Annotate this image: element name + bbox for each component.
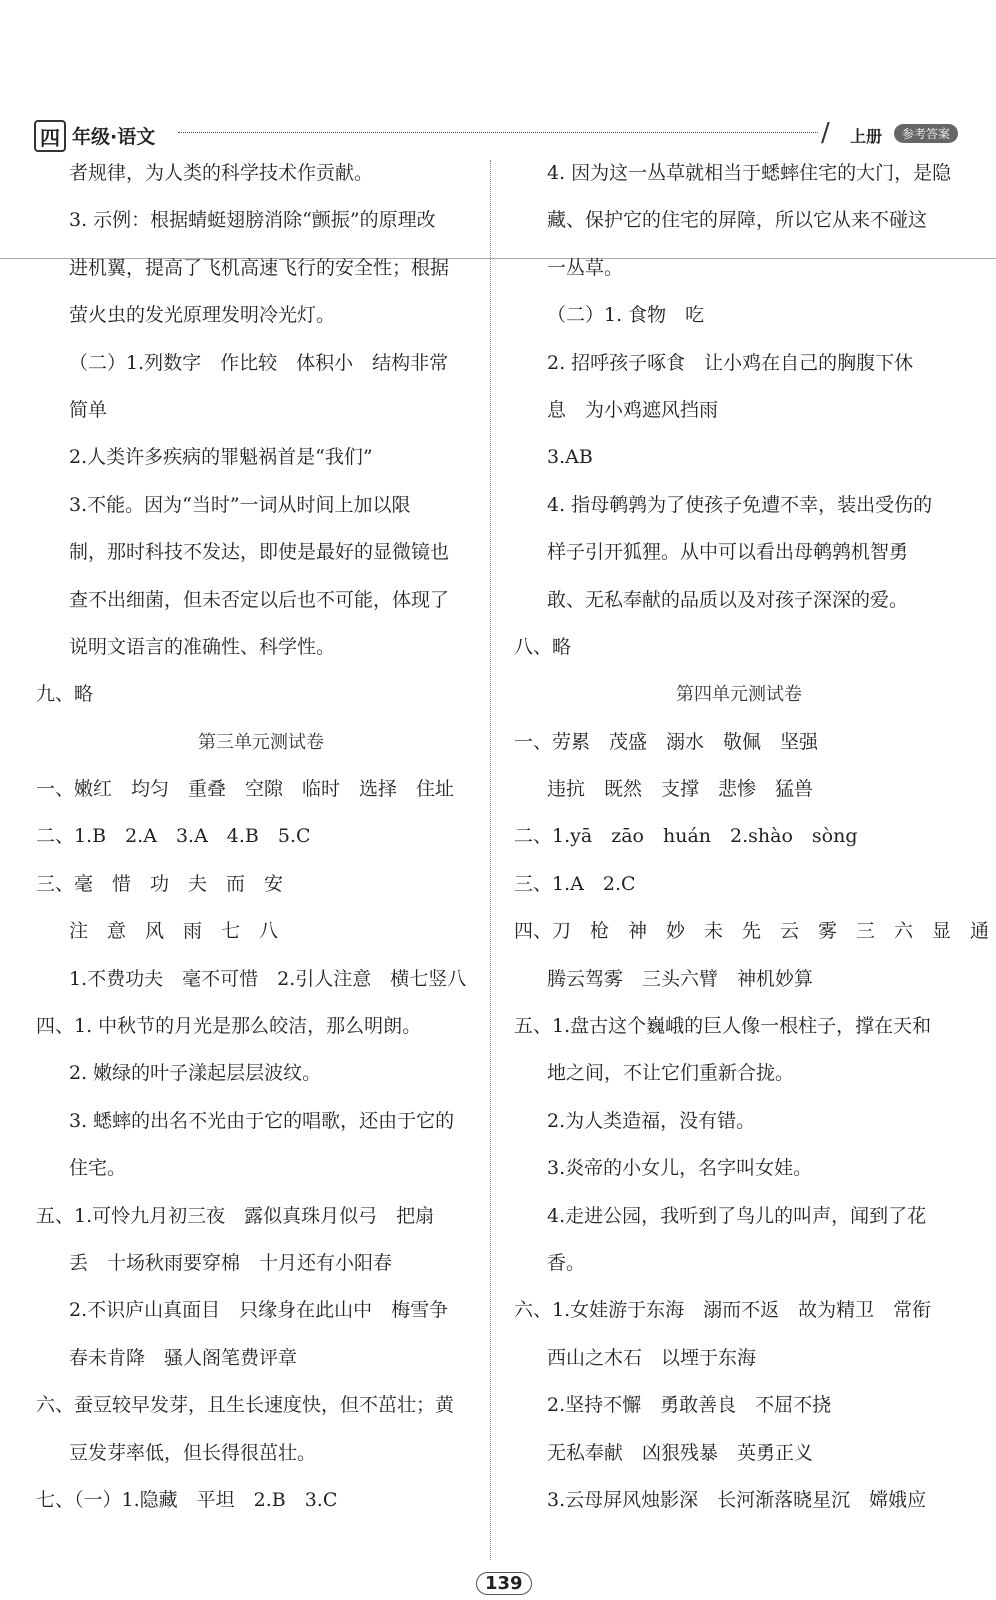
answer-line: 一、劳累 茂盛 溺水 敬佩 坚强 xyxy=(514,730,819,753)
answer-line: 2.人类许多疾病的罪魁祸首是“我们” xyxy=(69,446,373,469)
answer-line: 2.不识庐山真面目 只缘身在此山中 梅雪争 xyxy=(69,1299,449,1322)
answer-line: 藏、保护它的住宅的屏障，所以它从来不碰这 xyxy=(547,209,928,232)
answer-line: 3.AB xyxy=(547,446,593,469)
answer-line: 进机翼，提高了飞机高速飞行的安全性；根据 xyxy=(69,256,450,279)
answer-line: 六、1.女娃游于东海 溺而不返 故为精卫 常衔 xyxy=(514,1299,932,1322)
answer-line: 违抗 既然 支撑 悲惨 猛兽 xyxy=(547,778,814,801)
answer-line: 春未肯降 骚人阁笔费评章 xyxy=(69,1346,298,1369)
answer-line: 查不出细菌，但未否定以后也不可能，体现了 xyxy=(69,588,450,611)
answer-line: 3. 蟋蟀的出名不光由于它的唱歌，还由于它的 xyxy=(69,1109,455,1132)
grade-badge: 四 xyxy=(34,120,66,152)
volume-label: 上册 xyxy=(850,127,883,146)
answer-line: 一、嫩红 均匀 重叠 空隙 临时 选择 住址 xyxy=(36,778,455,801)
answer-line: 3.炎帝的小女儿，名字叫女娃。 xyxy=(547,1157,813,1180)
answer-line: 无私奉献 凶狠残暴 英勇正义 xyxy=(547,1441,814,1464)
answer-line: 三、1.A 2.C xyxy=(514,872,636,895)
answer-line: 香。 xyxy=(547,1251,586,1274)
header-slash-mark: / xyxy=(821,118,830,148)
answer-line: 七、（一）1.隐藏 平坦 2.B 3.C xyxy=(36,1488,338,1511)
answer-line: 二、1.B 2.A 3.A 4.B 5.C xyxy=(36,825,311,848)
answer-tag: 参考答案 xyxy=(894,124,958,143)
answer-line: 六、蚕豆较早发芽，且生长速度快，但不茁壮；黄 xyxy=(36,1394,455,1417)
answer-line: 一丛草。 xyxy=(547,256,624,279)
answer-line: 4. 因为这一丛草就相当于蟋蟀住宅的大门，是隐 xyxy=(547,162,952,184)
answer-line: 四、刀 枪 神 妙 未 先 云 雾 三 六 显 通 xyxy=(514,920,990,943)
answer-line: 3. 示例：根据蜻蜓翅膀消除“颤振”的原理改 xyxy=(69,209,436,232)
header-rule xyxy=(178,132,818,133)
answer-line: 2. 嫩绿的叶子漾起层层波纹。 xyxy=(69,1062,322,1085)
answer-line: 五、1.可怜九月初三夜 露似真珠月似弓 把扇 xyxy=(36,1204,435,1227)
answer-line: 九、略 xyxy=(36,683,94,706)
answer-line: 八、略 xyxy=(514,635,572,658)
answer-line: 五、1.盘古这个巍峨的巨人像一根柱子，撑在天和 xyxy=(514,1015,932,1038)
answer-line: 息 为小鸡遮风挡雨 xyxy=(547,398,719,421)
right-column xyxy=(514,150,990,1524)
grade-subject: 年级·语文 xyxy=(72,126,156,148)
answer-line: 豆发芽率低，但长得很茁壮。 xyxy=(69,1441,317,1464)
answer-line: 制，那时科技不发达，即使是最好的显微镜也 xyxy=(69,541,450,564)
section-heading: 第四单元测试卷 xyxy=(676,684,802,706)
answer-line: 注 意 风 雨 七 八 xyxy=(69,920,279,943)
answer-line: 三、毫 惜 功 夫 而 安 xyxy=(36,872,284,895)
answer-line: 丢 十场秋雨要穿棉 十月还有小阳春 xyxy=(69,1251,393,1274)
answer-line: 4.走进公园，我听到了鸟儿的叫声，闻到了花 xyxy=(547,1204,927,1227)
answer-line: 4. 指母鹌鹑为了使孩子免遭不幸，装出受伤的 xyxy=(547,493,933,516)
answer-line: 腾云驾雾 三头六臂 神机妙算 xyxy=(547,967,814,990)
answer-line: 敢、无私奉献的品质以及对孩子深深的爱。 xyxy=(547,588,909,611)
answer-line: （二）1.列数字 作比较 体积小 结构非常 xyxy=(69,351,449,374)
page-header xyxy=(28,118,974,152)
answer-line: 住宅。 xyxy=(69,1157,127,1180)
answer-line: 二、1.yā zāo huán 2.shào sòng xyxy=(514,825,858,848)
answer-line: 者规律，为人类的科学技术作贡献。 xyxy=(69,162,374,184)
answer-line: （二）1. 食物 吃 xyxy=(547,304,705,327)
page-number: 139 xyxy=(476,1572,532,1595)
answer-line: 1.不费功夫 毫不可惜 2.引人注意 横七竖八 xyxy=(69,967,467,990)
answer-line: 说明文语言的准确性、科学性。 xyxy=(69,635,336,658)
section-heading: 第三单元测试卷 xyxy=(198,731,324,753)
answer-line: 2. 招呼孩子啄食 让小鸡在自己的胸腹下休 xyxy=(547,351,914,374)
left-column xyxy=(36,150,486,1524)
answer-line: 四、1. 中秋节的月光是那么皎洁，那么明朗。 xyxy=(36,1015,422,1038)
answer-line: 地之间，不让它们重新合拢。 xyxy=(547,1062,795,1085)
answer-line: 简单 xyxy=(69,398,108,421)
answer-line: 2.坚持不懈 勇敢善良 不屈不挠 xyxy=(547,1394,832,1417)
column-divider xyxy=(490,160,491,1560)
answer-line: 西山之木石 以堙于东海 xyxy=(547,1346,757,1369)
answer-line: 3.不能。因为“当时”一词从时间上加以限 xyxy=(69,493,411,516)
answer-line: 样子引开狐狸。从中可以看出母鹌鹑机智勇 xyxy=(547,541,909,564)
answer-line: 3.云母屏风烛影深 长河渐落晓星沉 嫦娥应 xyxy=(547,1488,927,1511)
answer-line: 萤火虫的发光原理发明冷光灯。 xyxy=(69,304,336,327)
answer-line: 2.为人类造福，没有错。 xyxy=(547,1109,756,1132)
